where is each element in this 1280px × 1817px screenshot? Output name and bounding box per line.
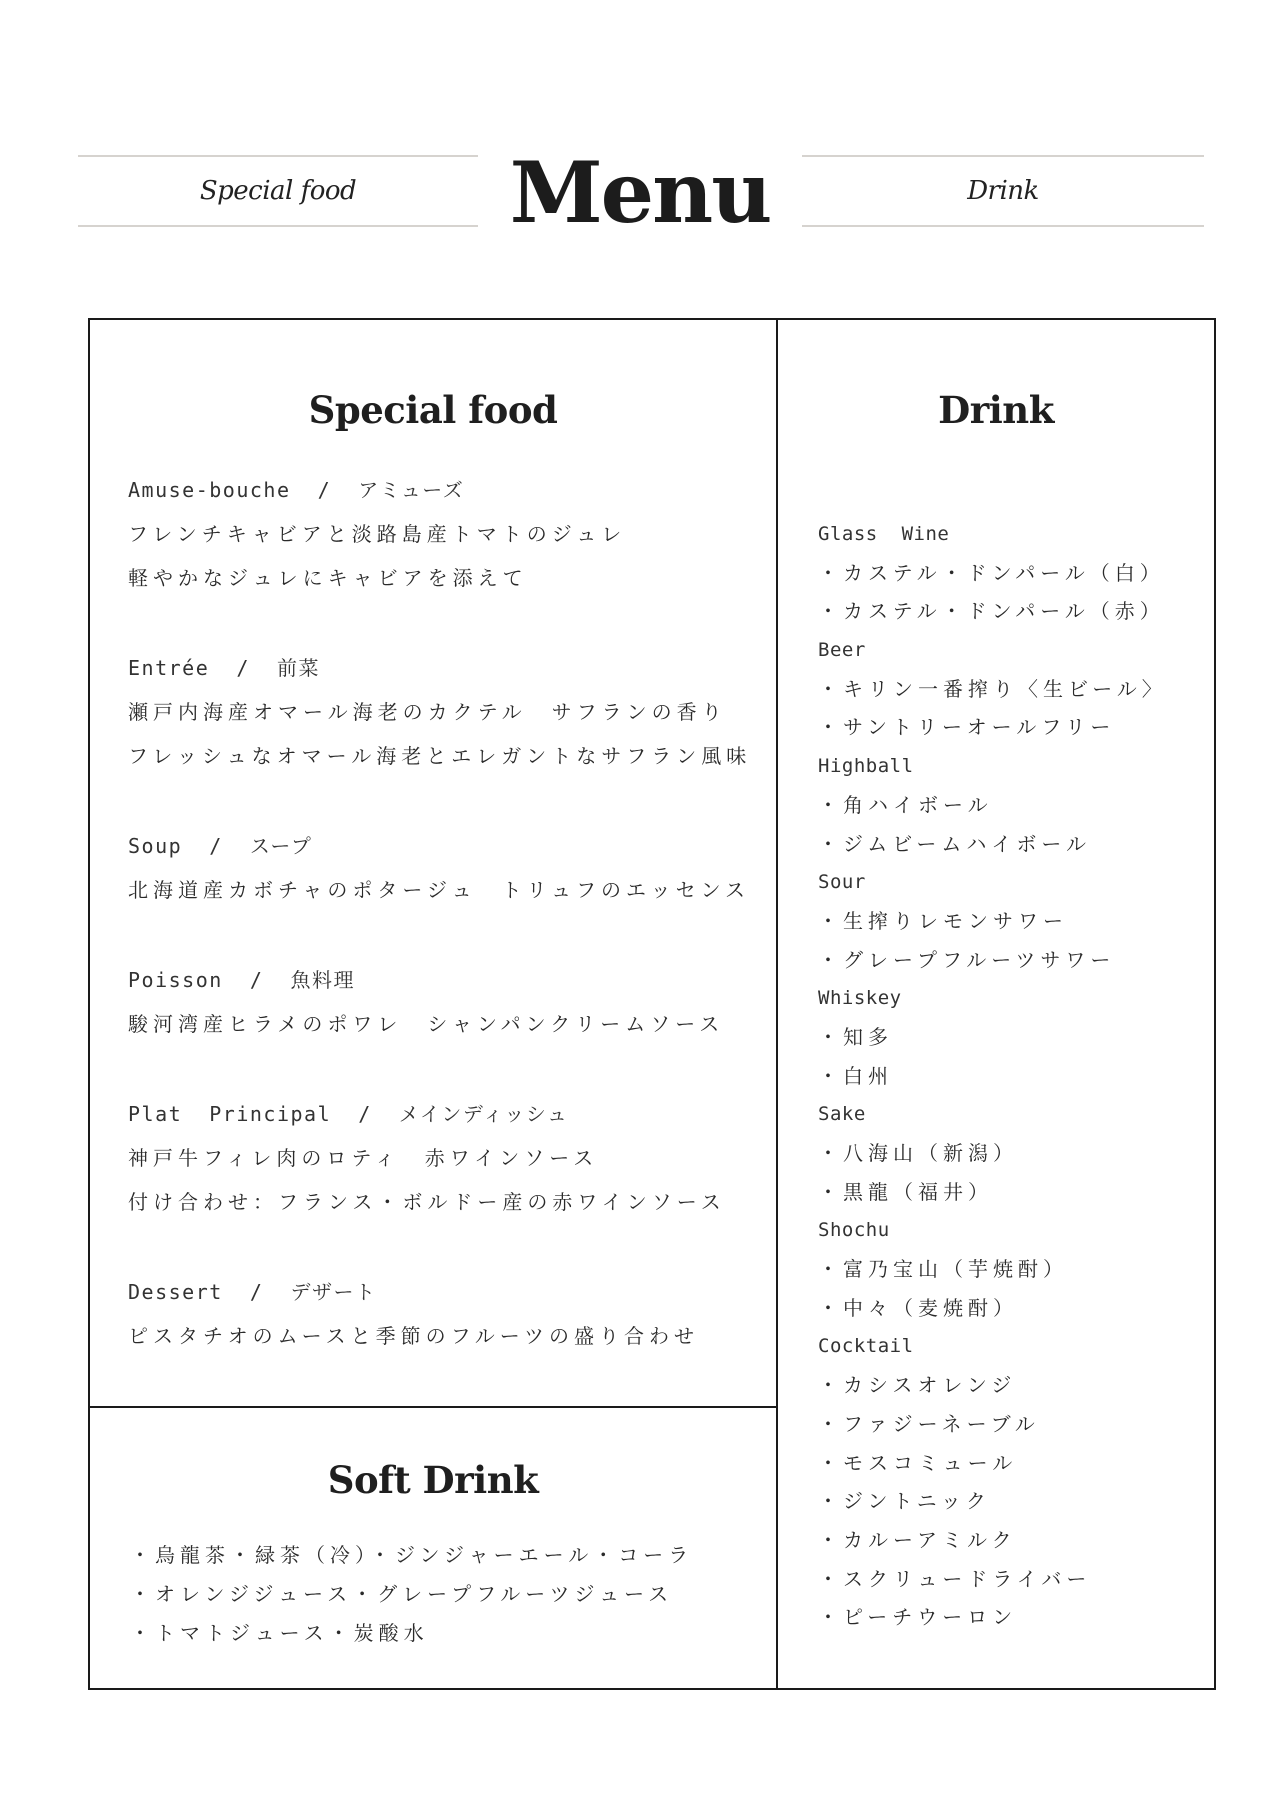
course-heading: Plat Principal / メインディッシュ <box>128 1102 569 1126</box>
course-description: 駿河湾産ヒラメのポワレ シャンパンクリームソース <box>128 1012 725 1036</box>
drink-category-cocktail: Cocktail <box>818 1335 914 1358</box>
drink-item: ・ファジーネーブル <box>818 1411 1040 1436</box>
drink-category-shochu: Shochu <box>818 1219 890 1242</box>
course-plat-principal <box>128 1092 768 1224</box>
drink-item: ・カステル・ドンパール（赤） <box>818 599 1165 624</box>
drink-item: ・白州 <box>818 1063 893 1088</box>
drink-item: ・キリン一番搾り〈生ビール〉 <box>818 676 1167 701</box>
drink-item: ・ジムビームハイボール <box>818 831 1091 856</box>
course-heading: Amuse-bouche / アミューズ <box>128 478 465 502</box>
drink-item: ・ピーチウーロン <box>818 1605 1018 1630</box>
drink-category-whiskey: Whiskey <box>818 987 902 1010</box>
course-description: ピスタチオのムースと季節のフルーツの盛り合わせ <box>128 1324 699 1348</box>
course-description: 瀬戸内海産オマール海老のカクテル サフランの香り <box>128 700 727 724</box>
drink-section <box>776 318 1216 1690</box>
course-heading: Entrée / 前菜 <box>128 656 320 680</box>
drink-item: ・ジントニック <box>818 1489 991 1514</box>
soft-drink-line: ・トマトジュース・炭酸水 <box>130 1621 429 1645</box>
drink-item: ・生搾りレモンサワー <box>818 908 1068 933</box>
drink-item: ・知多 <box>818 1024 893 1049</box>
course-description: フレンチキャビアと淡路島産トマトのジュレ <box>128 522 627 546</box>
drink-item: ・富乃宝山（芋焼酎） <box>818 1257 1068 1282</box>
course-list <box>128 468 768 1404</box>
drink-item: ・カシスオレンジ <box>818 1373 1017 1398</box>
drink-item: ・八海山（新潟） <box>818 1141 1018 1165</box>
drink-category-beer: Beer <box>818 639 866 662</box>
drink-item: ・サントリーオールフリー <box>818 715 1116 740</box>
drink-category-glass-wine: Glass Wine <box>818 523 950 545</box>
course-description: フレッシュなオマール海老とエレガントなサフラン風味 <box>128 744 752 768</box>
course-entree <box>128 646 768 778</box>
page-title: Menu <box>509 143 771 242</box>
drink-item: ・モスコミュール <box>818 1450 1018 1475</box>
drink-category-sour: Sour <box>818 871 866 894</box>
soft-drink-line: ・オレンジジュース・グレープフルーツジュース <box>130 1582 674 1606</box>
course-dessert <box>128 1270 768 1358</box>
drink-title: Drink <box>938 388 1054 432</box>
drink-item: ・カルーアミルク <box>818 1527 1017 1552</box>
special-food-section <box>88 318 778 1408</box>
course-heading: Poisson / 魚料理 <box>128 968 355 992</box>
soft-drink-section <box>88 1406 778 1690</box>
drink-item: ・スクリュードライバー <box>818 1566 1092 1591</box>
course-soup <box>128 824 768 912</box>
drink-item: ・角ハイボール <box>818 792 993 817</box>
course-description: 神戸牛フィレ肉のロティ 赤ワインソース <box>128 1146 599 1170</box>
course-poisson <box>128 958 768 1046</box>
drink-item: ・黒龍（福井） <box>818 1179 993 1204</box>
course-description: 軽やかなジュレにキャビアを添えて <box>128 566 528 590</box>
course-heading: Dessert / デザート <box>128 1280 377 1304</box>
course-heading: Soup / スープ <box>128 834 313 858</box>
soft-drink-title: Soft Drink <box>327 1458 539 1502</box>
drink-item: ・中々（麦焼酎） <box>818 1295 1018 1320</box>
soft-drink-line: ・烏龍茶・緑茶（冷）・ジンジャーエール・コーラ <box>130 1543 694 1567</box>
course-amuse-bouche <box>128 468 768 600</box>
drink-item: ・カステル・ドンパール（白） <box>818 560 1165 585</box>
special-food-title: Special food <box>308 388 558 432</box>
soft-drink-list <box>130 1536 693 1653</box>
drink-category-highball: Highball <box>818 755 914 778</box>
drink-category-sake: Sake <box>818 1103 866 1126</box>
header-right-label: Drink <box>802 155 1204 227</box>
course-description: 付け合わせ：フランス・ボルドー産の赤ワインソース <box>128 1190 726 1214</box>
course-description: 北海道産カボチャのポタージュ トリュフのエッセンス <box>128 878 750 902</box>
drink-list <box>818 515 1167 1637</box>
drink-item: ・グレープフルーツサワー <box>818 947 1116 972</box>
header-left-label: Special food <box>78 155 478 227</box>
